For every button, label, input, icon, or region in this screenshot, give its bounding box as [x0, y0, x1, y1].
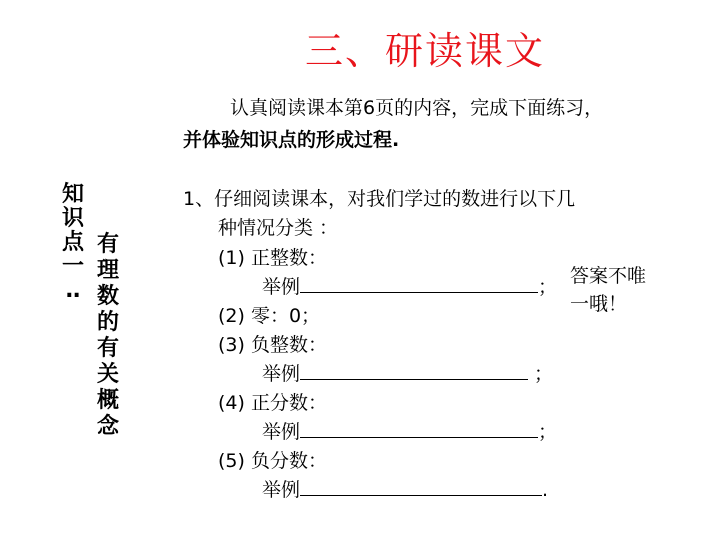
- page-title: 三、研读课文: [304, 29, 545, 73]
- example-label: 举例: [262, 276, 301, 298]
- sidebar-char: 一: [62, 254, 85, 279]
- sidebar-char: 有: [97, 336, 120, 361]
- item-1-label: (1) 正整数：: [218, 247, 327, 269]
- line-end: ；: [538, 276, 558, 298]
- sidebar-char: 理: [97, 258, 120, 283]
- line-end: .: [542, 479, 549, 501]
- note-line-2: 一哦！: [570, 293, 628, 315]
- sidebar-char: 念: [97, 414, 120, 439]
- item-3-example-row: [262, 358, 553, 390]
- example-label: 举例: [262, 479, 301, 501]
- question-line-1: 1、仔细阅读课本，对我们学过的数进行以下几: [183, 188, 576, 210]
- note-line-1: 答案不唯: [570, 265, 647, 287]
- example-label: 举例: [262, 421, 301, 443]
- sidebar-char: 识: [62, 206, 85, 231]
- sidebar-char: ‥: [65, 278, 81, 303]
- item-4-example-row: [262, 416, 557, 448]
- example-label: 举例: [262, 363, 301, 385]
- sidebar-char: 关: [97, 362, 120, 387]
- question-line-2: 种情况分类 ：: [218, 217, 339, 239]
- sidebar-char: 点: [62, 230, 85, 255]
- answer-blank[interactable]: [300, 417, 538, 438]
- intro-line-2: 并体验知识点的形成过程.: [183, 129, 400, 151]
- sidebar-char: 知: [62, 182, 85, 207]
- item-1-example-row: [262, 271, 557, 303]
- item-4-label: (4) 正分数：: [218, 392, 327, 414]
- sidebar-knowledge-label: [62, 183, 84, 303]
- sidebar-char: 数: [97, 284, 120, 309]
- line-end: ；: [538, 421, 558, 443]
- line-end: ；: [528, 363, 554, 385]
- sidebar-char: 的: [97, 310, 120, 335]
- answer-blank[interactable]: [300, 475, 542, 496]
- intro-line-1: 认真阅读课本第6页的内容，完成下面练习，: [230, 97, 604, 119]
- answer-blank[interactable]: [300, 359, 528, 380]
- sidebar-topic: [97, 232, 119, 440]
- item-3-label: (3) 负整数：: [218, 334, 327, 356]
- item-5-example-row: [262, 474, 548, 506]
- answer-blank[interactable]: [300, 272, 538, 293]
- item-5-label: (5) 负分数：: [218, 450, 327, 472]
- answer-note: [570, 262, 680, 318]
- sidebar-char: 有: [97, 232, 120, 257]
- item-2-label: (2) 零：0；: [218, 305, 321, 327]
- sidebar-char: 概: [97, 388, 120, 413]
